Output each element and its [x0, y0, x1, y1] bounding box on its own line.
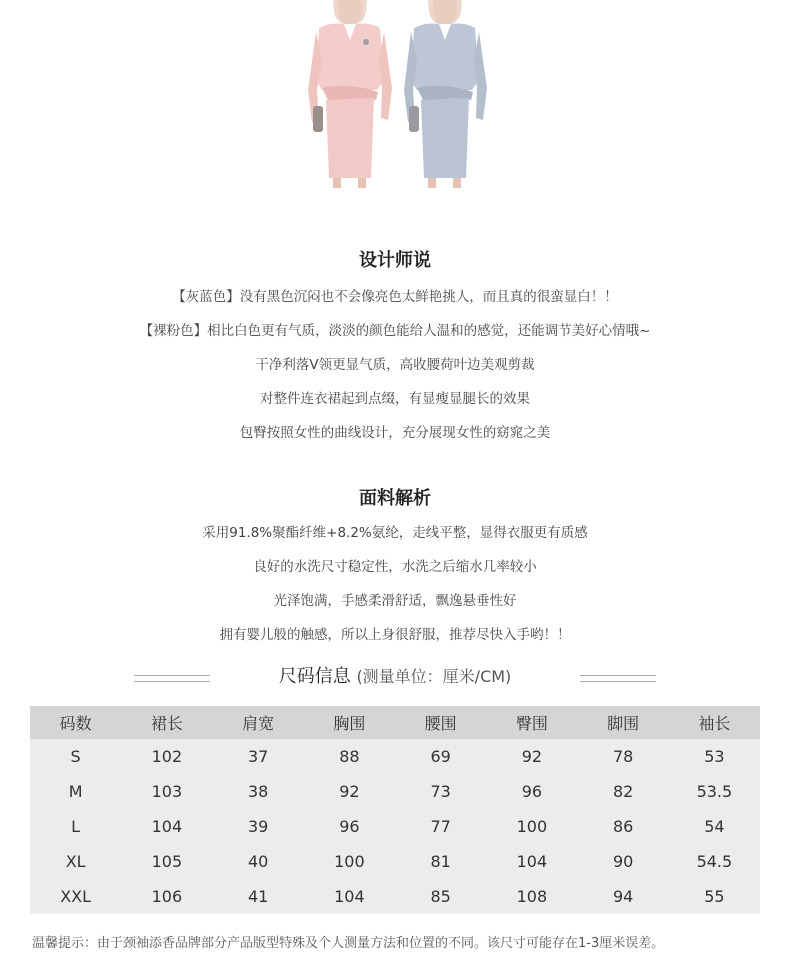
table-cell: 53 — [669, 739, 760, 774]
right-divider — [580, 675, 656, 682]
table-cell: 78 — [578, 739, 669, 774]
size-table — [30, 706, 760, 914]
table-row — [30, 774, 760, 809]
table-cell: 38 — [213, 774, 304, 809]
table-cell: 54 — [669, 809, 760, 844]
table-cell: S — [30, 739, 121, 774]
table-cell: 53.5 — [669, 774, 760, 809]
table-cell: 40 — [213, 844, 304, 879]
designer-line-4: 对整件连衣裙起到点缀，有显瘦显腿长的效果 — [260, 391, 530, 407]
table-row — [30, 739, 760, 774]
table-cell: 82 — [578, 774, 669, 809]
table-cell: 100 — [486, 809, 577, 844]
table-cell: 85 — [395, 879, 486, 914]
col-header-sleeve: 袖长 — [669, 706, 760, 739]
table-cell: 81 — [395, 844, 486, 879]
table-cell: 73 — [395, 774, 486, 809]
size-tip-note: 温馨提示：由于颈袖添香品牌部分产品版型特殊及个人测量方法和位置的不同。该尺寸可能存在1-3厘米误差。 — [32, 936, 665, 951]
table-cell: 96 — [486, 774, 577, 809]
table-cell: 86 — [578, 809, 669, 844]
col-header-waist: 腰围 — [395, 706, 486, 739]
product-photo — [0, 0, 790, 200]
table-row — [30, 844, 760, 879]
table-cell: XL — [30, 844, 121, 879]
col-header-shoulder: 肩宽 — [213, 706, 304, 739]
table-cell: 54.5 — [669, 844, 760, 879]
table-cell: 108 — [486, 879, 577, 914]
table-cell: 69 — [395, 739, 486, 774]
designer-line-5: 包臀按照女性的曲线设计，充分展现女性的窈窕之美 — [239, 425, 551, 441]
table-cell: 102 — [121, 739, 212, 774]
size-info-title-text: 尺码信息 — [278, 666, 351, 687]
table-cell: 104 — [121, 809, 212, 844]
size-info-unit: (测量单位：厘米/CM) — [356, 667, 512, 686]
size-info-title — [0, 664, 790, 690]
table-cell: L — [30, 809, 121, 844]
table-cell: 55 — [669, 879, 760, 914]
designer-section-title: 设计师说 — [359, 250, 431, 271]
table-cell: 105 — [121, 844, 212, 879]
table-cell: 41 — [213, 879, 304, 914]
table-cell: 94 — [578, 879, 669, 914]
col-header-hem: 脚围 — [578, 706, 669, 739]
size-table-header-row — [30, 706, 760, 739]
gray-blue-dress-model — [404, 0, 487, 188]
fabric-section-title: 面料解析 — [359, 488, 431, 509]
fabric-line-4: 拥有婴儿般的触感，所以上身很舒服，推荐尽快入手哟！！ — [219, 627, 571, 643]
table-cell: 39 — [213, 809, 304, 844]
table-cell: 92 — [304, 774, 395, 809]
table-row — [30, 879, 760, 914]
designer-line-3: 干净利落V领更显气质，高收腰荷叶边美观剪裁 — [255, 357, 535, 373]
fabric-line-2: 良好的水洗尺寸稳定性，水洗之后缩水几率较小 — [253, 559, 537, 575]
col-header-bust: 胸围 — [304, 706, 395, 739]
pink-dress-model — [308, 0, 392, 188]
table-cell: 106 — [121, 879, 212, 914]
table-cell: 77 — [395, 809, 486, 844]
table-cell: 90 — [578, 844, 669, 879]
table-cell: 92 — [486, 739, 577, 774]
table-cell: 37 — [213, 739, 304, 774]
table-cell: 88 — [304, 739, 395, 774]
designer-line-1: 【灰蓝色】没有黑色沉闷也不会像亮色太鲜艳挑人，而且真的很蛮显白！！ — [172, 289, 618, 305]
table-cell: 100 — [304, 844, 395, 879]
col-header-hip: 臀围 — [486, 706, 577, 739]
table-cell: 103 — [121, 774, 212, 809]
designer-line-2: 【裸粉色】相比白色更有气质，淡淡的颜色能给人温和的感觉，还能调节美好心情哦~ — [139, 323, 651, 339]
size-info-header — [0, 664, 790, 692]
table-cell: 104 — [304, 879, 395, 914]
col-header-dress-length: 裙长 — [121, 706, 212, 739]
table-cell: M — [30, 774, 121, 809]
table-cell: XXL — [30, 879, 121, 914]
table-cell: 96 — [304, 809, 395, 844]
fabric-line-1: 采用91.8%聚酯纤维+8.2%氨纶，走线平整，显得衣服更有质感 — [202, 525, 588, 541]
fabric-line-3: 光泽饱满，手感柔滑舒适，飘逸悬垂性好 — [273, 593, 517, 609]
table-row — [30, 809, 760, 844]
table-cell: 104 — [486, 844, 577, 879]
col-header-size: 码数 — [30, 706, 121, 739]
